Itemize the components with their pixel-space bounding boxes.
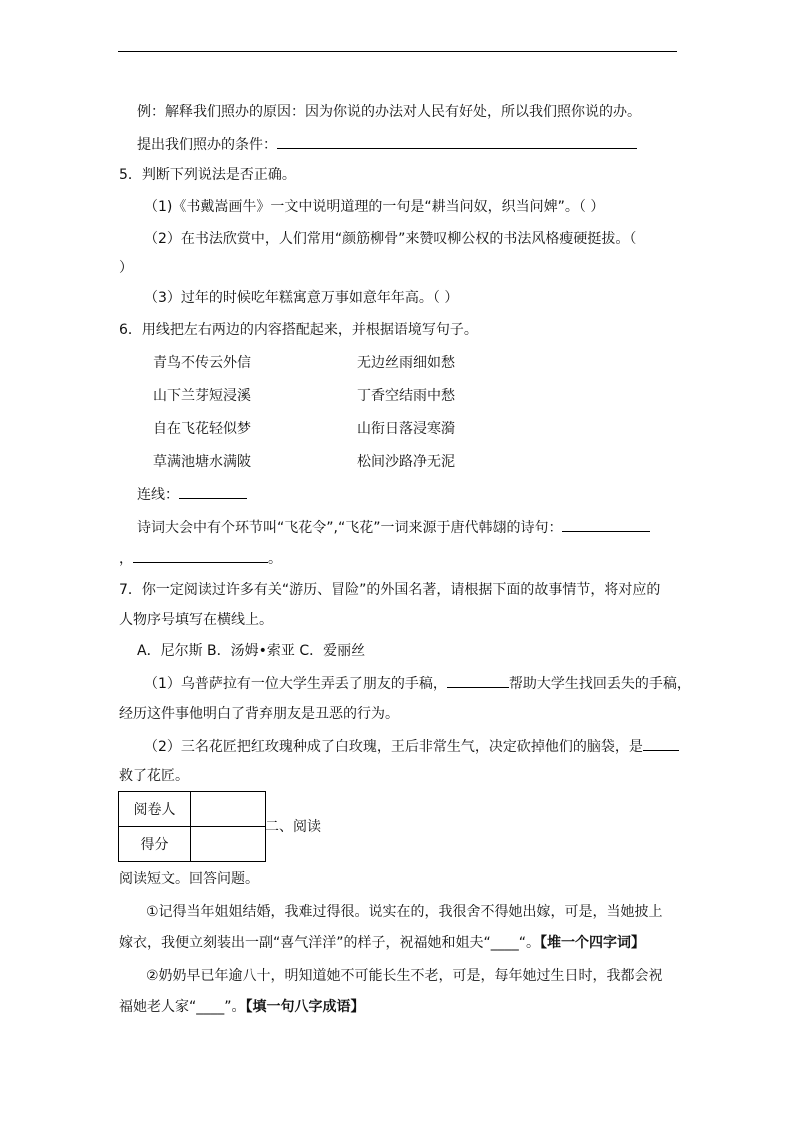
q7-item-2-text: （2）三名花匠把红玫瑰种成了白玫瑰，王后非常生气，决定砍掉他们的脑袋，是 xyxy=(144,739,643,755)
q7-options: A．尼尔斯 B．汤姆•索亚 C．爱丽丝 xyxy=(137,643,366,659)
q6-poem-line xyxy=(137,517,650,538)
q7-item-1 xyxy=(144,673,691,694)
q6-poem-text: 诗词大会中有个环节叫“飞花令”,“飞花”一词来源于唐代韩翃的诗句： xyxy=(137,520,563,536)
q6-connect-label: 连线： xyxy=(137,487,179,503)
q5-item-1: （1)《书戴嵩画牛》一文中说明道理的一句是“耕当问奴，织当问婢”。（ ） xyxy=(144,199,605,215)
reading-p1-close: “。 xyxy=(518,935,541,951)
q6-title: 6．用线把左右两边的内容搭配起来，并根据语境写句子。 xyxy=(119,322,478,338)
reading-p2-line-2 xyxy=(119,997,365,1017)
q7-title-line-1: 7．你一定阅读过许多有关“游历、冒险”的外国名著，请根据下面的故事情节，将对应的 xyxy=(119,582,661,598)
q5-item-2-bracket: ） xyxy=(119,260,133,276)
q6-right-3: 山衔日落浸寒漪 xyxy=(357,421,455,437)
q6-poem-blank-1[interactable] xyxy=(562,517,650,532)
score-table xyxy=(118,791,266,862)
reading-p2-close: ”。 xyxy=(224,999,246,1015)
q7-item-1-blank[interactable] xyxy=(447,673,509,688)
q5-item-2: （2）在书法欣赏中，人们常用“颜筋柳骨”来赞叹柳公权的书法风格瘦硬挺拔。（ xyxy=(144,231,637,247)
condition-blank[interactable] xyxy=(277,134,637,149)
q6-comma: ， xyxy=(119,551,133,567)
q6-poem-line-2 xyxy=(119,548,282,569)
q6-connect-blank[interactable] xyxy=(179,484,247,499)
q7-item-1-post: 帮助大学生找回丢失的手稿， xyxy=(508,676,691,692)
q5-title: 5．判断下列说法是否正确。 xyxy=(119,167,296,183)
reading-p1-hint: 【堆一个四字词】 xyxy=(540,935,646,951)
q7-item-1-cont: 经历这件事他明白了背弃朋友是丑恶的行为。 xyxy=(119,706,399,722)
section-2-title: 二、阅读 xyxy=(265,819,321,835)
q7-item-2-cont: 救了花匠。 xyxy=(119,768,189,784)
q6-right-2: 丁香空结雨中愁 xyxy=(357,388,455,404)
q6-left-4: 草满池塘水满陂 xyxy=(153,454,251,470)
score-label: 得分 xyxy=(119,827,191,862)
q7-item-2-blank[interactable] xyxy=(643,736,679,751)
q6-connect-line xyxy=(137,484,247,505)
q7-item-2 xyxy=(144,736,679,757)
condition-label: 提出我们照办的条件： xyxy=(137,137,277,153)
example-line: 例：解释我们照办的原因：因为你说的办法对人民有好处，所以我们照你说的办。 xyxy=(137,104,641,120)
reviewer-label: 阅卷人 xyxy=(119,792,191,827)
q6-right-1: 无边丝雨细如愁 xyxy=(357,355,455,371)
q6-poem-blank-2[interactable] xyxy=(133,548,268,563)
reading-p1-blank[interactable]: ____ xyxy=(490,935,519,951)
reading-p2-text: 福她老人家“ xyxy=(119,999,197,1015)
reading-instruction: 阅读短文。回答问题。 xyxy=(119,871,259,887)
reviewer-cell[interactable] xyxy=(191,792,266,827)
q6-left-3: 自在飞花轻似梦 xyxy=(153,421,251,437)
q6-right-4: 松间沙路净无泥 xyxy=(357,454,455,470)
header-rule xyxy=(118,51,677,52)
q6-left-2: 山下兰芽短浸溪 xyxy=(153,388,251,404)
reading-p1-line-1: ①记得当年姐姐结婚，我难过得很。说实在的，我很舍不得她出嫁，可是，当她披上 xyxy=(146,904,663,920)
q5-item-3: （3）过年的时候吃年糕寓意万事如意年年高。（ ） xyxy=(144,290,459,306)
reading-p2-blank[interactable]: ____ xyxy=(196,999,225,1015)
reading-p2-line-1: ②奶奶早已年逾八十，明知道她不可能长生不老，可是，每年她过生日时，我都会祝 xyxy=(146,968,663,984)
condition-line xyxy=(137,134,637,155)
reading-p2-hint: 【填一句八字成语】 xyxy=(245,999,365,1015)
q7-item-1-pre: （1）乌普萨拉有一位大学生弄丢了朋友的手稿， xyxy=(144,676,447,692)
reading-p1-text: 嫁衣，我便立刻装出一副“喜气洋洋”的样子，祝福她和姐夫“ xyxy=(119,935,491,951)
q7-title-line-2: 人物序号填写在横线上。 xyxy=(119,612,273,628)
score-cell[interactable] xyxy=(191,827,266,862)
q6-left-1: 青鸟不传云外信 xyxy=(153,355,251,371)
q6-period: 。 xyxy=(268,551,282,567)
reading-p1-line-2 xyxy=(119,933,645,953)
